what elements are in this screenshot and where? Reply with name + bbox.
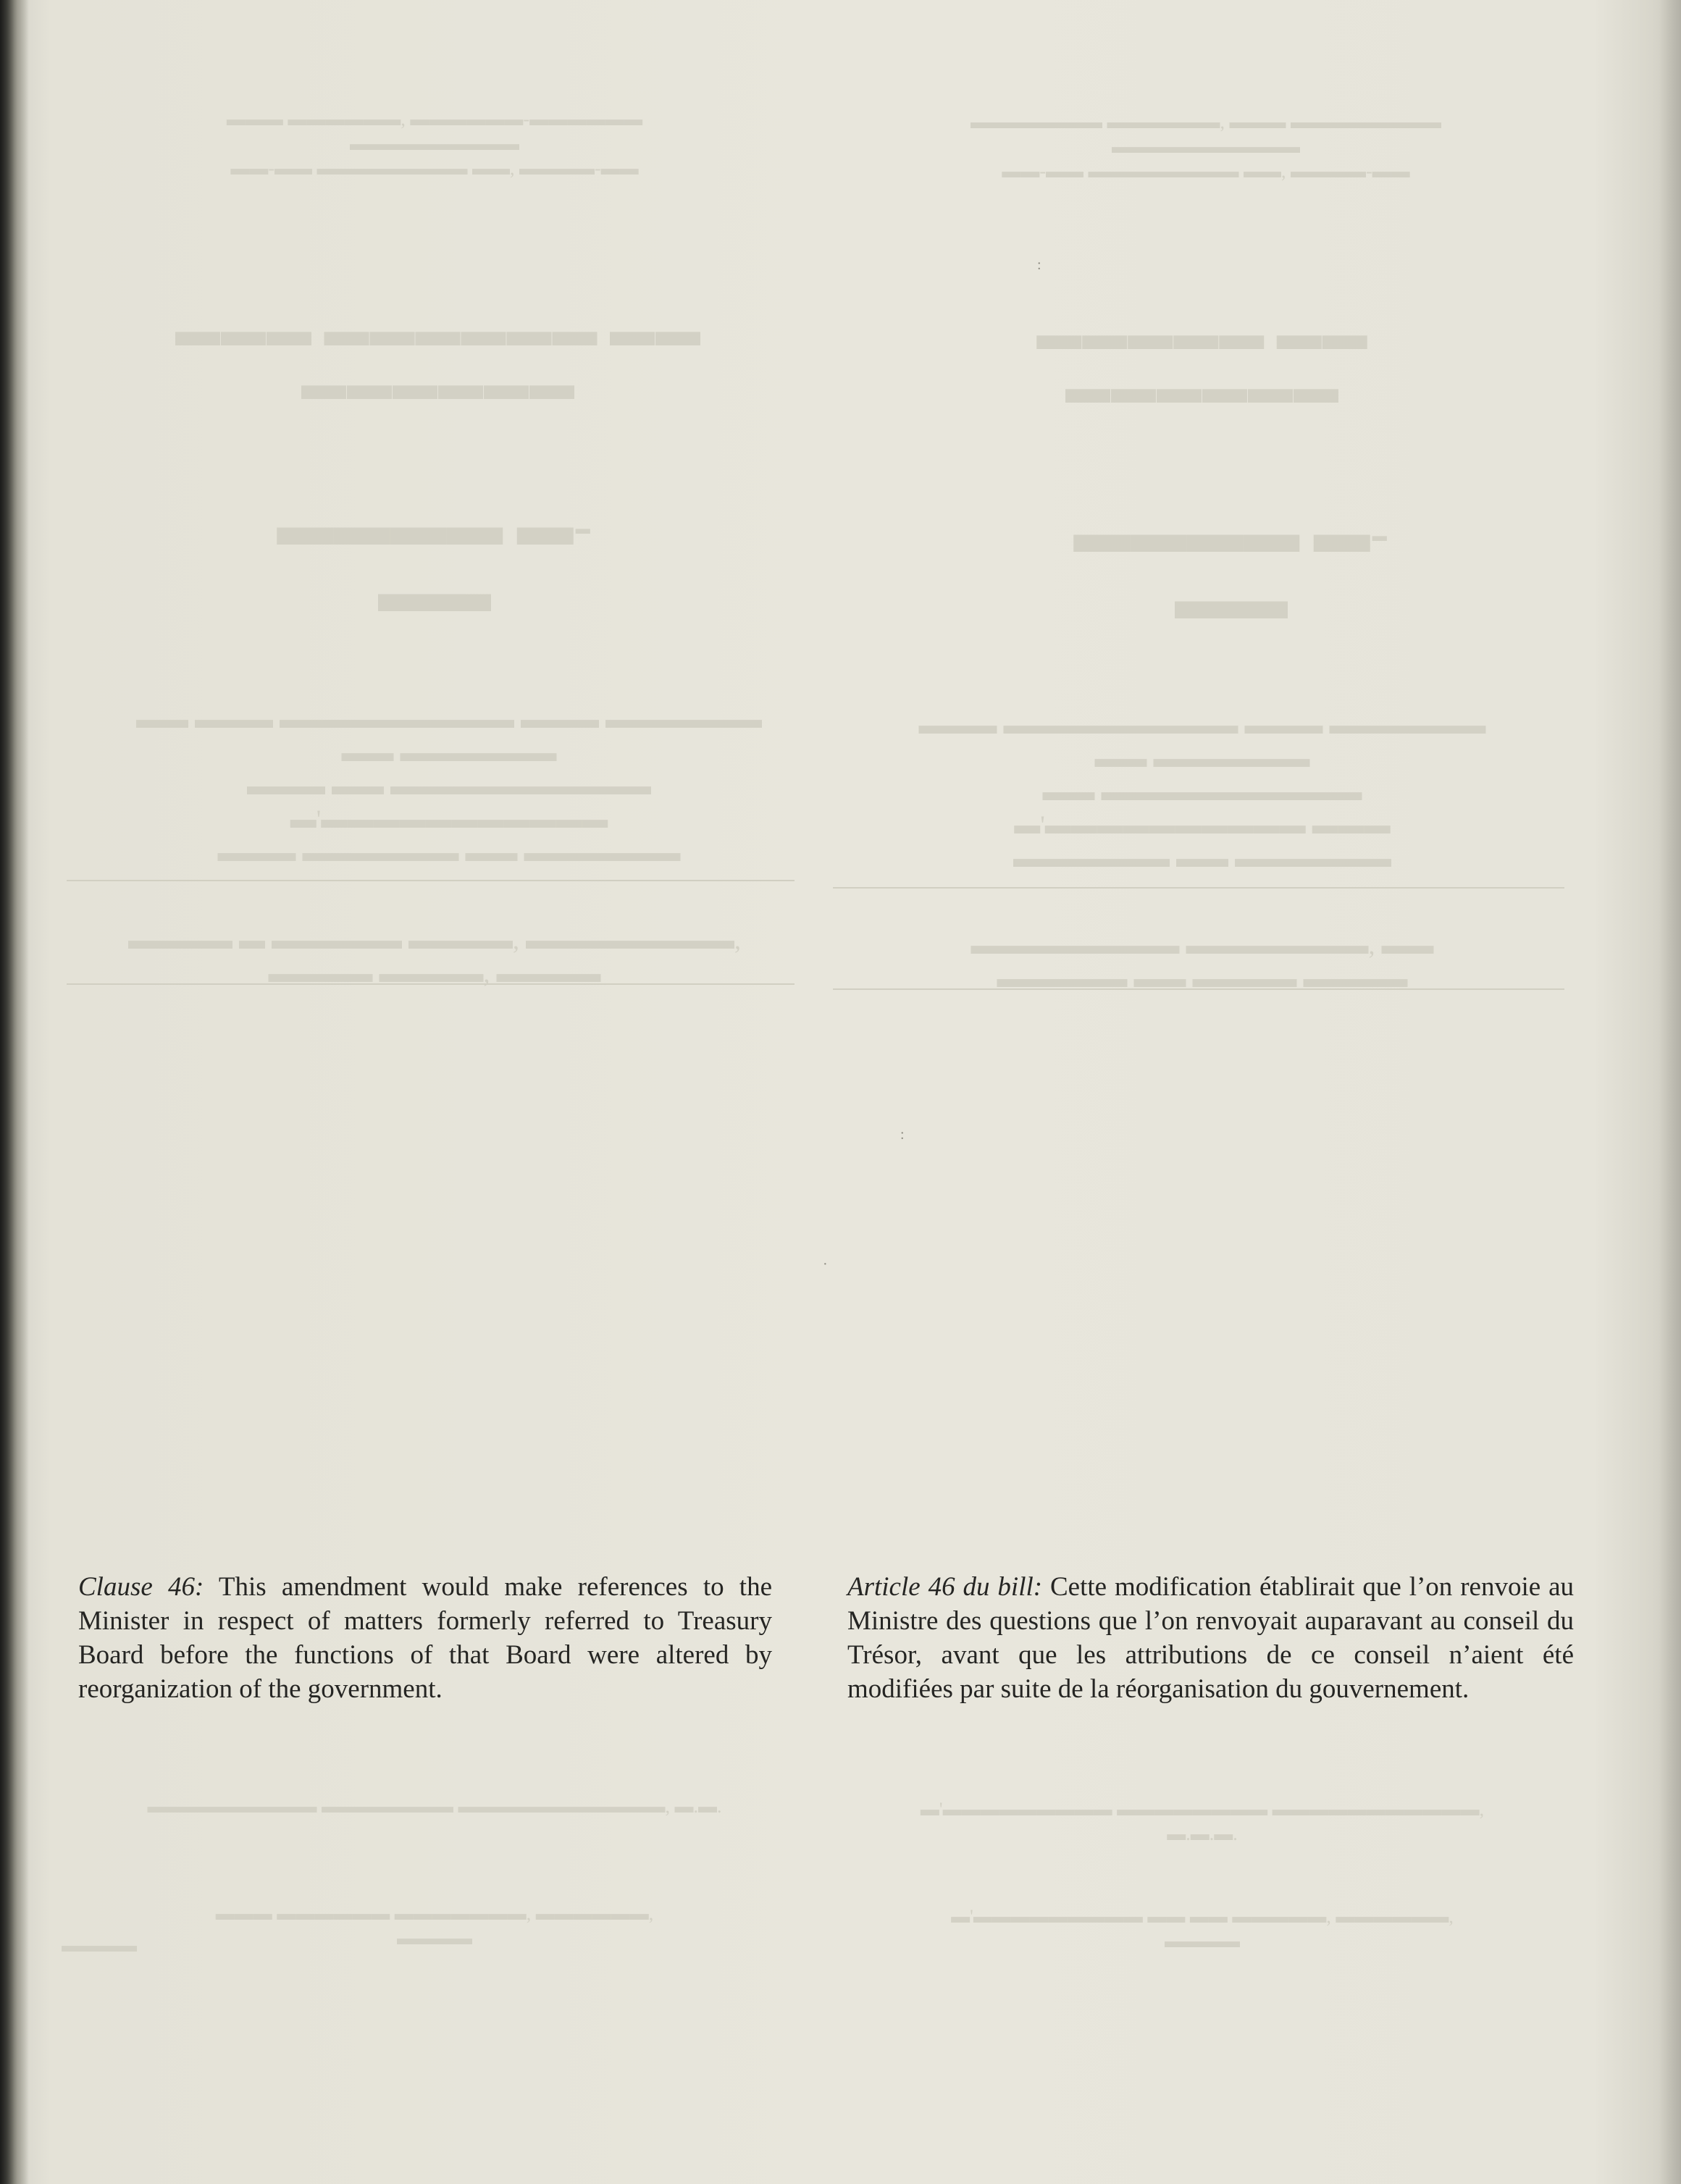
binding-edge-shadow (0, 0, 29, 2184)
ghost-title-en: ▬▬ ▬▬▬ ▬▬▬▬▬▬▬▬▬ ▬▬▬ ▬▬▬▬▬▬ ▬▬ ▬▬▬▬▬▬ ▬▬▬ ▬▬ ▬▬▬▬▬▬▬▬▬▬ ▬'▬▬▬▬▬▬▬▬▬▬▬ ▬▬▬ ▬▬▬▬▬▬ ▬▬ ▬▬▬▬▬▬ (136, 705, 762, 867)
ghost-session-en: ▬▬▬ ▬▬▬▬▬▬, ▬▬▬▬▬▬-▬▬▬▬▬▬ ▬▬▬▬▬▬▬▬▬ ▬▬-▬▬ ▬▬▬▬▬▬▬▬ ▬▬, ▬▬▬▬-▬▬ (226, 109, 643, 179)
article-text: Cette modification établirait que l’on renvoie au Ministre des questions que l’on renvoyait auparavant au conseil du Trésor, avant que les attributions de ce conseil n’aient été modifiées par suite de la réorganisation du gouvernement. (847, 1572, 1574, 1704)
explanatory-note-french (847, 1570, 1574, 1706)
speck: : (900, 1127, 905, 1143)
ghost-bill-fr: ▬▬▬▬ ▬-▬▬ (1073, 501, 1389, 631)
explanatory-note-english (78, 1570, 772, 1706)
ghost-rule (67, 983, 795, 985)
ghost-sponsor-en: ▬▬▬▬▬▬▬▬▬ ▬▬▬▬▬▬▬ ▬▬▬▬▬▬▬▬▬▬▬, ▬.▬. (147, 1796, 722, 1817)
ghost-sponsor-fr: ▬'▬▬▬▬▬▬▬▬▬ ▬▬▬▬▬▬▬▬ ▬▬▬▬▬▬▬▬▬▬▬, ▬.▬.▬. (920, 1799, 1485, 1844)
ghost-reading-en: ▬▬▬▬ ▬ ▬▬▬▬▬ ▬▬▬▬, ▬▬▬▬▬▬▬▬, ▬▬▬▬ ▬▬▬▬, ▬▬▬▬ (128, 925, 741, 988)
article-label: Article 46 du bill: (847, 1572, 1043, 1602)
speck: · (823, 1256, 828, 1272)
clause-text: This amendment would make references to the Minister in respect of matters formerly referred to Treasury Board before the functions of that Board were altered by reorganization of the government. (78, 1572, 772, 1704)
ghost-rule (833, 988, 1564, 990)
ghost-printer-fr: ▬'▬▬▬▬▬▬▬▬▬ ▬▬ ▬▬ ▬▬▬▬▬, ▬▬▬▬▬▬, ▬▬▬▬ (951, 1906, 1454, 1952)
ghost-heading-en: ▬▬▬ ▬▬▬▬▬▬ ▬▬ ▬▬▬▬▬▬ (175, 306, 701, 409)
ghost-heading-fr: ▬▬▬▬▬ ▬▬ ▬▬▬▬▬▬ (1036, 310, 1368, 413)
ghost-session-fr: ▬▬▬▬▬▬▬ ▬▬▬▬▬▬, ▬▬▬ ▬▬▬▬▬▬▬▬ ▬▬▬▬▬▬▬▬▬▬ ▬▬-▬▬ ▬▬▬▬▬▬▬▬ ▬▬, ▬▬▬▬-▬▬ (971, 112, 1441, 182)
ghost-rule (67, 880, 795, 881)
ghost-printer-en: ▬▬▬ ▬▬▬▬▬▬ ▬▬▬▬▬▬▬, ▬▬▬▬▬▬, ▬▬▬▬ (215, 1903, 654, 1949)
ghost-bill-en: ▬▬▬▬ ▬-▬▬ (277, 494, 592, 623)
ghost-reading-fr: ▬▬▬▬▬▬▬▬ ▬▬▬▬▬▬▬, ▬▬ ▬▬▬▬▬ ▬▬ ▬▬▬▬ ▬▬▬▬ (971, 931, 1434, 993)
ghost-rule (833, 887, 1564, 889)
ghost-title-fr: ▬▬▬ ▬▬▬▬▬▬▬▬▬ ▬▬▬ ▬▬▬▬▬▬ ▬▬ ▬▬▬▬▬▬ ▬▬ ▬▬▬▬▬▬▬▬▬▬ ▬'▬▬▬▬▬▬▬▬▬▬ ▬▬▬ ▬▬▬▬▬▬ ▬▬ ▬▬▬▬▬▬ (918, 710, 1486, 873)
speck: : (1037, 257, 1041, 273)
clause-label: Clause 46: (78, 1572, 204, 1602)
ghost-code: ▬▬▬▬ (62, 1935, 137, 1956)
page-edge-shadow (1659, 0, 1681, 2184)
